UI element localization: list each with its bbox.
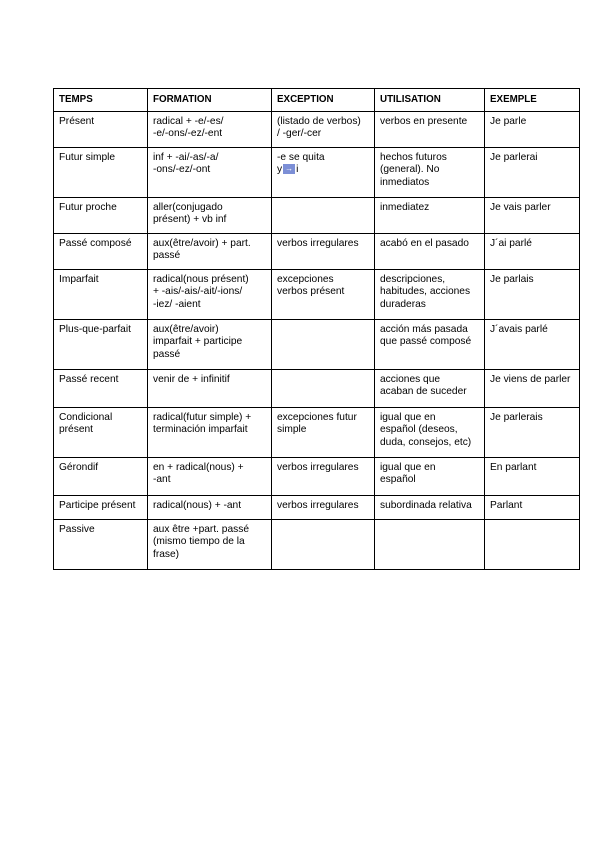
utilisation-cell — [375, 519, 485, 569]
utilisation-cell: inmediatez — [375, 197, 485, 233]
temps-cell: Plus-que-parfait — [54, 319, 148, 369]
header-exemple: EXEMPLE — [485, 89, 580, 112]
exception-cell: verbos irregulares — [272, 457, 375, 495]
exception-cell: excepciones futur simple — [272, 407, 375, 457]
header-temps: TEMPS — [54, 89, 148, 112]
formation-cell: radical(futur simple) + terminación imparfait — [148, 407, 272, 457]
formation-cell: radical + -e/-es/ -e/-ons/-ez/-ent — [148, 111, 272, 147]
conjugation-table — [53, 88, 580, 570]
exception-cell — [272, 369, 375, 407]
temps-cell: Futur proche — [54, 197, 148, 233]
exception-cell: verbos irregulares — [272, 495, 375, 519]
temps-cell: Participe présent — [54, 495, 148, 519]
temps-cell: Présent — [54, 111, 148, 147]
temps-cell: Condicional présent — [54, 407, 148, 457]
exemple-cell — [485, 519, 580, 569]
table-row — [54, 319, 580, 369]
exception-text: -e se quita y — [277, 151, 325, 175]
utilisation-cell: igual que en español — [375, 457, 485, 495]
temps-cell: Passive — [54, 519, 148, 569]
table-row — [54, 111, 580, 147]
formation-cell: en + radical(nous) + -ant — [148, 457, 272, 495]
exemple-cell: Je parlerai — [485, 147, 580, 197]
exemple-cell: Parlant — [485, 495, 580, 519]
table-row — [54, 407, 580, 457]
utilisation-cell: acción más pasada que passé composé — [375, 319, 485, 369]
utilisation-cell: acciones que acaban de suceder — [375, 369, 485, 407]
exception-cell: verbos irregulares — [272, 233, 375, 269]
table-row — [54, 519, 580, 569]
temps-cell: Gérondif — [54, 457, 148, 495]
exception-cell: (listado de verbos) / -ger/-cer — [272, 111, 375, 147]
formation-cell: venir de + infinitif — [148, 369, 272, 407]
exemple-cell: En parlant — [485, 457, 580, 495]
table-row — [54, 233, 580, 269]
header-formation: FORMATION — [148, 89, 272, 112]
utilisation-cell: acabó en el pasado — [375, 233, 485, 269]
utilisation-cell: descripciones, habitudes, acciones duraderas — [375, 269, 485, 319]
table-row — [54, 197, 580, 233]
exemple-cell: J´avais parlé — [485, 319, 580, 369]
exemple-cell: Je vais parler — [485, 197, 580, 233]
formation-cell: radical(nous) + -ant — [148, 495, 272, 519]
exemple-cell: Je parlais — [485, 269, 580, 319]
temps-cell: Imparfait — [54, 269, 148, 319]
formation-cell: aller(conjugado présent) + vb inf — [148, 197, 272, 233]
exemple-cell: Je parlerais — [485, 407, 580, 457]
formation-cell: aux(être/avoir) + part. passé — [148, 233, 272, 269]
utilisation-cell: verbos en presente — [375, 111, 485, 147]
formation-cell: radical(nous présent) + -ais/-ais/-ait/-ions/ -iez/ -aient — [148, 269, 272, 319]
formation-cell: aux être +part. passé (mismo tiempo de la frase) — [148, 519, 272, 569]
temps-cell: Passé composé — [54, 233, 148, 269]
formation-cell: inf + -ai/-as/-a/ -ons/-ez/-ont — [148, 147, 272, 197]
exception-text-end: i — [296, 164, 299, 175]
exception-cell — [272, 319, 375, 369]
utilisation-cell: subordinada relativa — [375, 495, 485, 519]
table-row — [54, 457, 580, 495]
temps-cell: Futur simple — [54, 147, 148, 197]
exemple-cell: Je viens de parler — [485, 369, 580, 407]
exception-cell — [272, 519, 375, 569]
exemple-cell: J´ai parlé — [485, 233, 580, 269]
exemple-cell: Je parle — [485, 111, 580, 147]
exception-cell — [272, 147, 375, 197]
table-row — [54, 495, 580, 519]
exception-cell: excepciones verbos présent — [272, 269, 375, 319]
table-row — [54, 369, 580, 407]
utilisation-cell: igual que en español (deseos, duda, consejos, etc) — [375, 407, 485, 457]
table-row — [54, 147, 580, 197]
utilisation-cell: hechos futuros (general). No inmediatos — [375, 147, 485, 197]
exception-cell — [272, 197, 375, 233]
header-exception: EXCEPTION — [272, 89, 375, 112]
table-header-row — [54, 89, 580, 112]
temps-cell: Passé recent — [54, 369, 148, 407]
header-utilisation: UTILISATION — [375, 89, 485, 112]
formation-cell: aux(être/avoir) imparfait + participe passé — [148, 319, 272, 369]
table-row — [54, 269, 580, 319]
right-arrow-icon: → — [285, 164, 294, 174]
